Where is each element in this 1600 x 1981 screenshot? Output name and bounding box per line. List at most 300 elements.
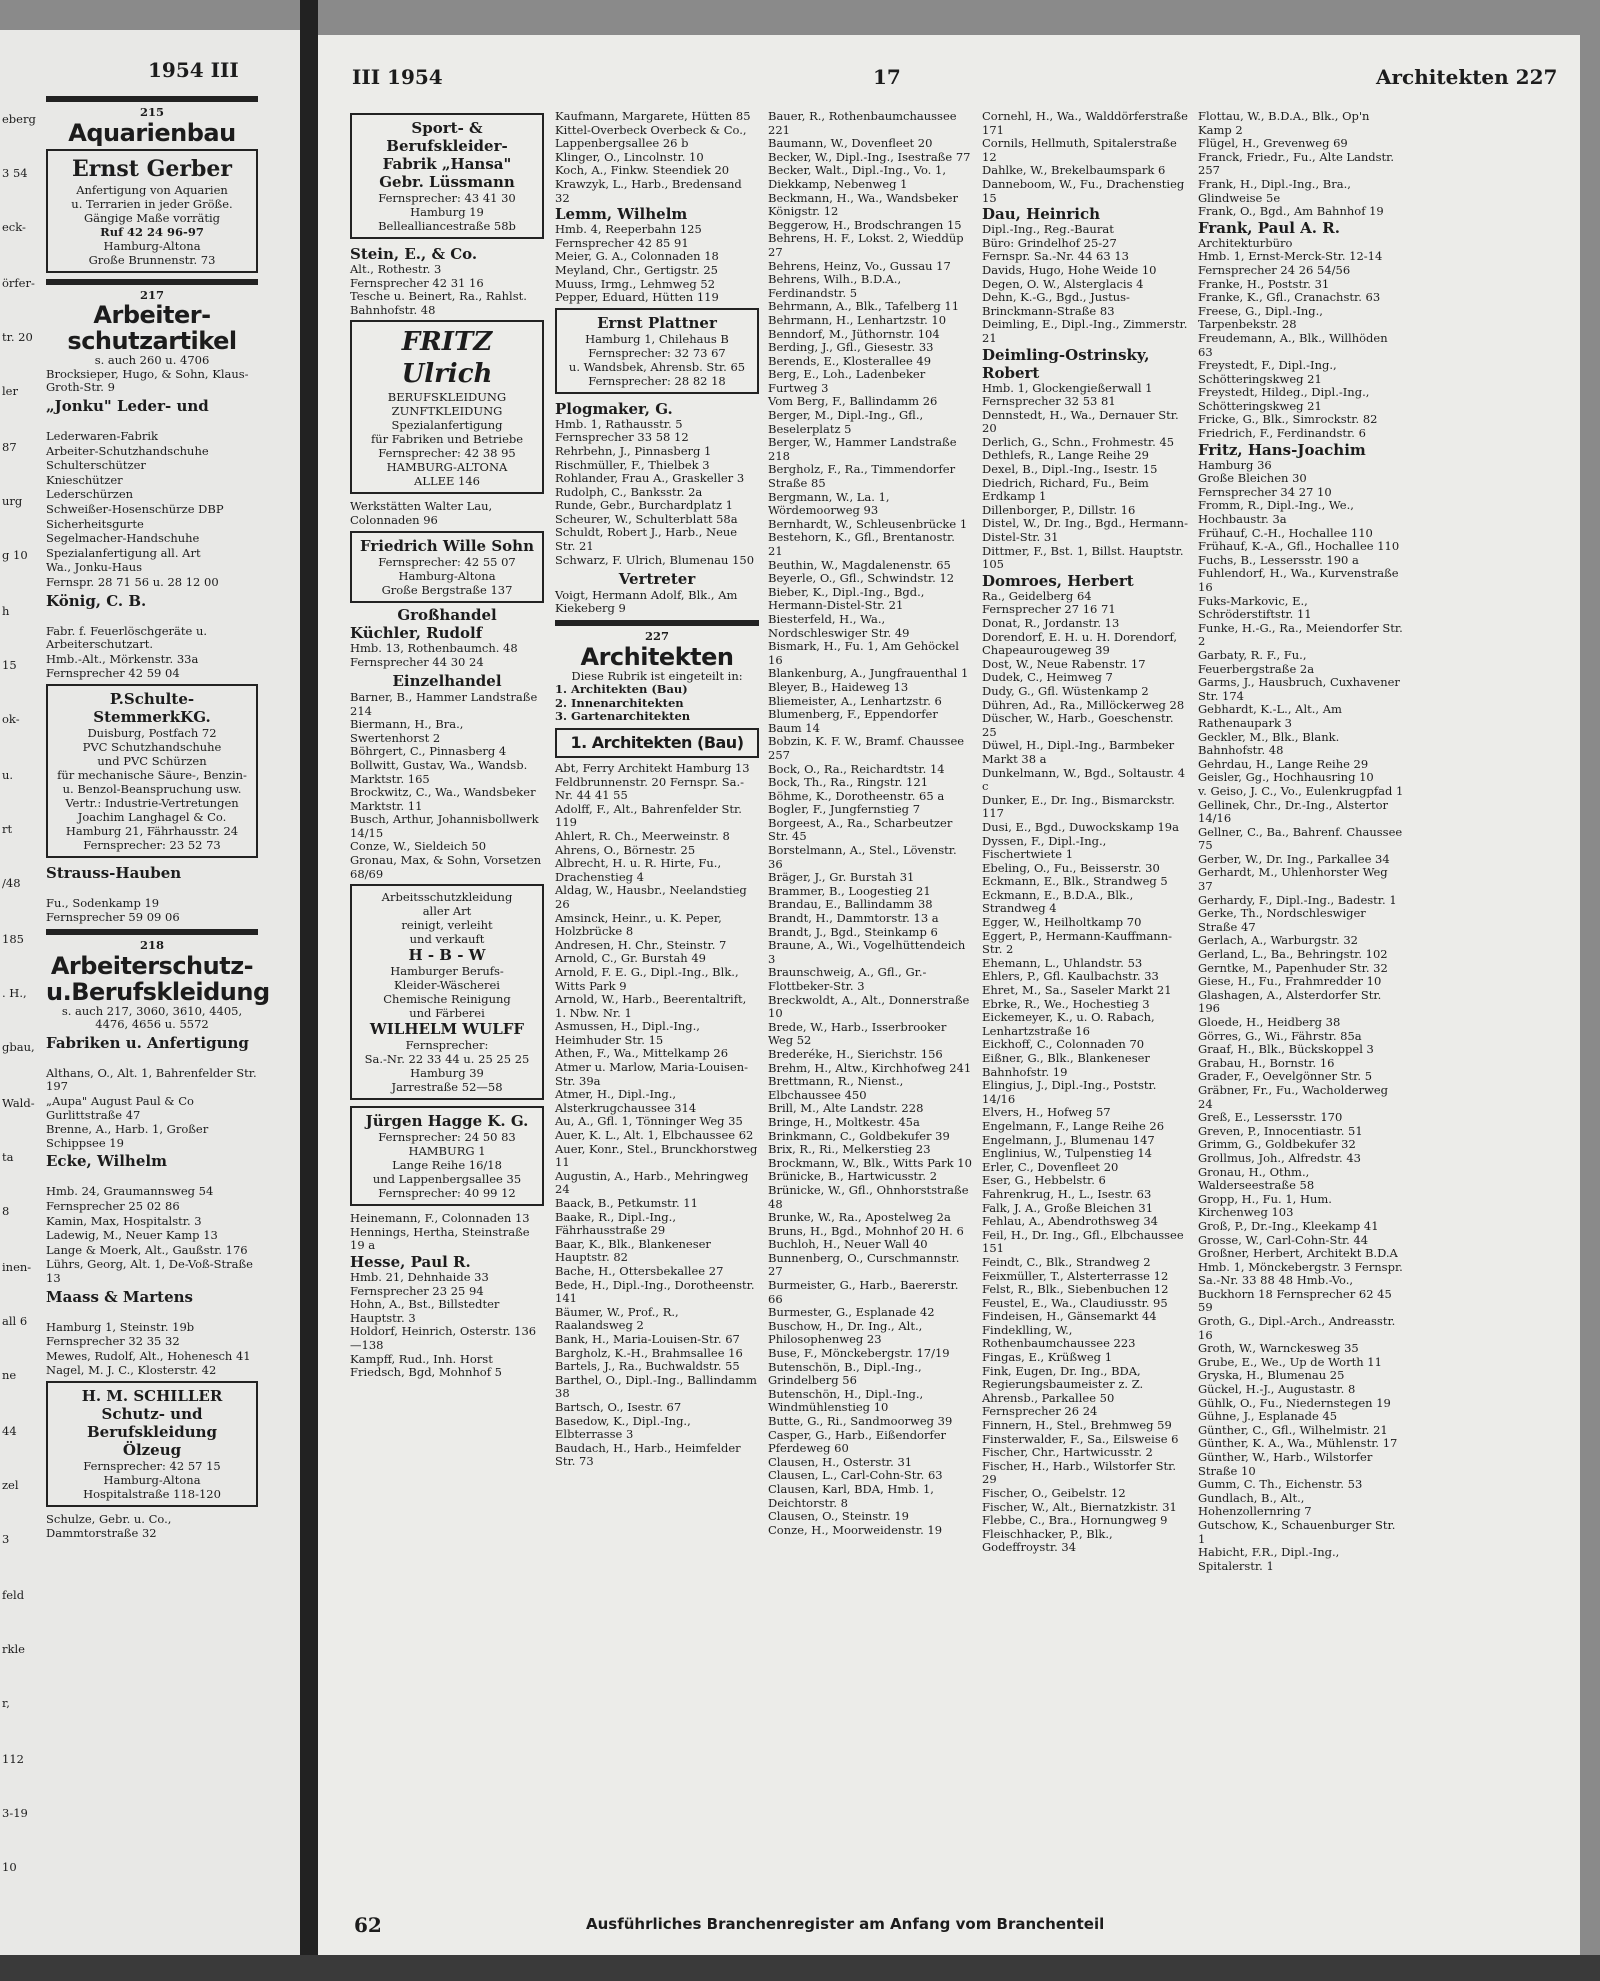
margin-fragment: h bbox=[2, 604, 10, 618]
entry: Eckmann, E., B.D.A., Blk., Strandweg 4 bbox=[982, 887, 1134, 916]
entry: Dost, W., Neue Rabenstr. 17 bbox=[982, 656, 1146, 671]
entry: Behrmann, A., Blk., Tafelberg 11 bbox=[768, 299, 960, 314]
entry: Baar, K., Blk., Blankeneser Hauptstr. 82 bbox=[555, 1236, 711, 1265]
margin-fragment: inen- bbox=[2, 1260, 32, 1274]
fritz-entry: Fernsprecher 34 27 10 bbox=[1198, 484, 1332, 499]
entry: Althans, O., Alt. 1, Bahrenfelder Str. 197 bbox=[46, 1065, 257, 1094]
entry: Fahrenkrug, H., L., Isestr. 63 bbox=[982, 1186, 1152, 1201]
entry: Casper, G., Harb., Eißendorfer Pferdeweg 60 bbox=[768, 1427, 947, 1456]
entry: Kampff, Rud., Inh. Horst Friedsch, Bgd, Mohnhof 5 bbox=[350, 1351, 502, 1380]
entry: Butenschön, H., Dipl.-Ing., Windmühlenstieg 10 bbox=[768, 1386, 924, 1415]
entry: Gerhardy, F., Dipl.-Ing., Badestr. 1 bbox=[1198, 892, 1397, 907]
entry: Lührs, Georg, Alt. 1, De-Voß-Straße 13 bbox=[46, 1257, 253, 1285]
ulrich-ad-line: FRITZ Ulrich bbox=[401, 327, 493, 390]
maass-entry: Fernsprecher 32 35 32 bbox=[46, 1334, 180, 1349]
entry: Bliemeister, A., Lenhartzstr. 6 bbox=[768, 693, 942, 708]
entry: Bartels, J., Ra., Buchwaldstr. 55 bbox=[555, 1359, 740, 1374]
entry: Benndorf, M., Jüthornstr. 104 bbox=[768, 326, 940, 341]
schulte-ad bbox=[46, 684, 258, 858]
koenig-entry: Hmb.-Alt., Mörkenstr. 33a bbox=[46, 651, 199, 666]
hbw-ad-line: Sa.-Nr. 22 33 44 u. 25 25 25 bbox=[364, 1052, 530, 1067]
entry: Arnold, W., Harb., Beerentaltrift, 1. Nbw. Nr. 1 bbox=[555, 992, 747, 1020]
margin-fragment: 44 bbox=[2, 1424, 17, 1438]
entry: Fuchs, B., Lessersstr. 190 a bbox=[1198, 552, 1359, 567]
hbw-ad-line: Arbeitsschutzkleidung bbox=[381, 890, 513, 905]
wille-ad-line: Große Bergstraße 137 bbox=[381, 582, 513, 597]
subsection-title: Fabriken u. Anfertigung bbox=[46, 1033, 249, 1052]
entry: Dudek, C., Heimweg 7 bbox=[982, 670, 1113, 685]
hbw-ad-line: und verkauft bbox=[409, 932, 485, 947]
entry: Brünicke, W., Gfl., Ohnhorststraße 48 bbox=[768, 1182, 969, 1211]
strauss-entry: Strauss-Hauben bbox=[46, 863, 182, 882]
entry: Albrecht, H. u. R. Hirte, Fu., Drachenstieg 4 bbox=[555, 856, 722, 884]
entry: Brockmann, W., Blk., Witts Park 10 bbox=[768, 1155, 972, 1170]
entry: Kaufmann, Margarete, Hütten 85 bbox=[555, 109, 751, 123]
entry: Brinkmann, C., Goldbekufer 39 bbox=[768, 1128, 950, 1143]
entry: Schwarz, F. Ulrich, Blumenau 150 bbox=[555, 552, 755, 567]
hagge-ad bbox=[350, 1106, 544, 1206]
entry: Ahlert, R. Ch., Meerweinstr. 8 bbox=[555, 828, 730, 843]
entry: Berding, J., Gfl., Giesestr. 33 bbox=[768, 340, 934, 355]
column-5 bbox=[1198, 110, 1404, 1573]
entry: Gropp, H., Fu. 1, Hum. Kirchenweg 103 bbox=[1198, 1191, 1332, 1220]
plattner-ad-line: Fernsprecher: 32 73 67 bbox=[588, 345, 726, 360]
jonku-entry: Schultersсhützer bbox=[46, 458, 146, 473]
entry: Bleyer, B., Haideweg 13 bbox=[768, 679, 909, 694]
header-center: 17 bbox=[873, 65, 901, 89]
entry: Biesterfeld, H., Wa., Nordschleswiger Str. 49 bbox=[768, 611, 910, 640]
schulte-ad-line: Vertr.: Industrie-Vertretungen bbox=[65, 795, 239, 810]
entry: Flebbe, C., Bra., Hornungweg 9 bbox=[982, 1513, 1168, 1528]
margin-fragment: 3-19 bbox=[2, 1806, 28, 1820]
margin-fragment: rt bbox=[2, 822, 13, 836]
schulte-ad-line: und PVC Schürzen bbox=[97, 753, 207, 768]
ecke-entry: Ecke, Wilhelm bbox=[46, 1152, 167, 1171]
plogmaker-entry: Fernsprecher 33 58 12 bbox=[555, 430, 689, 445]
margin-fragment: ta bbox=[2, 1150, 14, 1164]
dau-entry: Büro: Grindelhof 25-27 bbox=[982, 235, 1117, 250]
entry: Feindt, C., Blk., Strandweg 2 bbox=[982, 1254, 1151, 1269]
entry: Dyssen, F., Dipl.-Ing., Fischertwiete 1 bbox=[982, 833, 1107, 862]
entry: Baake, R., Dipl.-Ing., Fährhausstraße 29 bbox=[555, 1209, 676, 1238]
entry: Freese, G., Dipl.-Ing., Tarpenbekstr. 28 bbox=[1198, 303, 1323, 332]
schulte-ad-line: für mechanische Säure-, Benzin- bbox=[57, 767, 247, 782]
entry: Lange & Moerk, Alt., Gaußstr. 176 bbox=[46, 1242, 248, 1257]
schulte-ad-line: Duisburg, Postfach 72 bbox=[87, 725, 217, 740]
section-number: 215 bbox=[139, 105, 164, 119]
entry: Gerland, L., Ba., Behringstr. 102 bbox=[1198, 947, 1388, 962]
entry: Frühauf, K.-A., Gfl., Hochallee 110 bbox=[1198, 539, 1400, 554]
hansa-ad-line: Belleallianсеstraße 58b bbox=[378, 219, 516, 233]
margin-fragments bbox=[2, 112, 42, 1916]
jonku-entry: Sicherheitsgurte bbox=[46, 516, 144, 531]
entry: Bruns, H., Bgd., Mohnhof 20 H. 6 bbox=[768, 1223, 964, 1238]
entry: Baack, B., Petkumstr. 11 bbox=[555, 1196, 698, 1210]
left-page-header: 1954 III bbox=[148, 58, 239, 82]
margin-fragment: all 6 bbox=[2, 1314, 28, 1328]
entry: Baudach, H., Harb., Heimfelder Str. 73 bbox=[555, 1440, 741, 1469]
entry: Engelmann, F., Lange Reihe 26 bbox=[982, 1118, 1165, 1133]
entry: Au, A., Gfl. 1, Tönninger Weg 35 bbox=[555, 1114, 743, 1129]
hansa-ad-line: Sport- & Berufskleider- bbox=[386, 119, 508, 155]
plattner-ad-line: Hamburg 1, Chilehaus B bbox=[585, 331, 729, 346]
entry: Bartsch, O., Isestr. 67 bbox=[555, 1399, 682, 1414]
wille-ad-line: Fernsprecher: 42 55 07 bbox=[378, 554, 516, 569]
entry: Friedrich, F., Ferdinandstr. 6 bbox=[1198, 426, 1366, 441]
fritz-entry: Hamburg 36 bbox=[1198, 457, 1272, 472]
entry: Distel, W., Dr. Ing., Bgd., Hermann-Distel-Str. 31 bbox=[982, 516, 1188, 545]
dau-entry: Dau, Heinrich bbox=[982, 205, 1101, 224]
margin-fragment: . H., bbox=[2, 986, 27, 1000]
entry: Brunke, W., Ra., Apostelweg 2a bbox=[768, 1210, 951, 1225]
entry: Frank, H., Dipl.-Ing., Bra., Glindweise 5e bbox=[1198, 176, 1351, 205]
entry: Bock, O., Ra., Reichardtstr. 14 bbox=[768, 761, 945, 776]
entry: Heinemann, F., Colonnaden 13 bbox=[350, 1211, 530, 1226]
margin-fragment: 10 bbox=[2, 1860, 17, 1874]
entry: Bräger, J., Gr. Burstah 31 bbox=[768, 870, 915, 885]
schulte-ad-line: Fernsprecher: 23 52 73 bbox=[83, 837, 221, 852]
entry: Bringe, H., Moltkestr. 45a bbox=[768, 1114, 920, 1129]
entry: Gryska, H., Blumenau 25 bbox=[1198, 1368, 1345, 1383]
entry: Gerhardt, M., Uhlenhorster Weg 37 bbox=[1198, 865, 1388, 894]
entry: Bache, H., Ottersbekallee 27 bbox=[555, 1263, 724, 1278]
entry: Busch, Arthur, Johannisbollwerk 14/15 bbox=[350, 812, 539, 840]
entry: Bunnenberg, O., Curschmannstr. 27 bbox=[768, 1250, 960, 1279]
entry: Dexel, B., Dipl.-Ing., Isestr. 15 bbox=[982, 462, 1158, 477]
entry: Gronau, Max, & Sohn, Vorsetzen 68/69 bbox=[350, 853, 542, 881]
section-number: 218 bbox=[139, 938, 164, 953]
section-rule bbox=[46, 96, 258, 102]
entry: Werkstätten Walter Lau, Colonnaden 96 bbox=[350, 499, 493, 527]
hansa-ad-line: Fernsprecher: 43 41 30 bbox=[378, 191, 516, 205]
margin-fragment: örfer- bbox=[2, 276, 35, 290]
column-2 bbox=[555, 110, 759, 1469]
entry: Eickhoff, C., Colonnaden 70 bbox=[982, 1037, 1145, 1052]
entry: Geisler, Gg., Hochhausring 10 bbox=[1198, 770, 1374, 785]
entry: Rischmüller, F., Thielbek 3 bbox=[555, 457, 710, 472]
hansa-ad-line: Fabrik „Hansa" bbox=[382, 155, 512, 173]
entry: Kamin, Max, Hospitalstr. 3 bbox=[46, 1213, 202, 1228]
entry: Brandt, H., Dammtorstr. 13 a bbox=[768, 911, 939, 926]
header-left: III 1954 bbox=[352, 65, 443, 89]
entry: Düwel, H., Dipl.-Ing., Barmbeker Markt 38 a bbox=[982, 738, 1175, 766]
right-page bbox=[318, 35, 1580, 1955]
entry: Bäumer, W., Prof., R., Raalandsweg 2 bbox=[555, 1304, 679, 1333]
entry: Burmeister, G., Harb., Baererstr. 66 bbox=[768, 1278, 959, 1306]
entry: Feil, H., Dr. Ing., Gfl., Elbchaussee 151 bbox=[982, 1227, 1184, 1256]
column-4 bbox=[982, 110, 1188, 1555]
entry: Behrens, Heinz, Vo., Gussau 17 bbox=[768, 258, 951, 273]
entry: Barthel, O., Dipl.-Ing., Ballindamm 38 bbox=[555, 1372, 757, 1401]
entry: Barner, B., Hammer Landstraße 214 bbox=[350, 689, 538, 718]
section-rule bbox=[555, 620, 759, 626]
entry: Felst, R., Blk., Siebenbuchen 12 bbox=[982, 1282, 1169, 1297]
jonku-entry: Lederwaren-Fabrik bbox=[46, 428, 158, 443]
gerber-ad-line: Ruf 42 24 96-97 bbox=[100, 224, 204, 239]
entry: Großner, Herbert, Architekt B.D.A Hmb. 1, Mönckebergstr. 3 Fernspr. Sa.-Nr. 33 88 48 Hmb.-Vo., Buckhorn 18 Fernsprecher 62 45 59 bbox=[1198, 1246, 1403, 1315]
hbw-ad-line: H - B - W bbox=[408, 946, 486, 965]
entry: Gückel, H.-J., Augustastr. 8 bbox=[1198, 1382, 1356, 1397]
hagge-ad-line: Fernsprecher: 40 99 12 bbox=[378, 1186, 516, 1201]
entry: Blankenburg, A., Jungfrauenthal 1 bbox=[768, 666, 969, 681]
ulrich-ad-line: ZUNFTKLEIDUNG bbox=[391, 404, 503, 419]
ulrich-ad-line: HAMBURG-ALTONA bbox=[386, 460, 508, 475]
entry: Brammer, B., Loogestieg 21 bbox=[768, 883, 931, 898]
entry: Bede, H., Dipl.-Ing., Dorotheenstr. 141 bbox=[555, 1277, 755, 1306]
entry: Arnold, F. E. G., Dipl.-Ing., Blk., Witts Park 9 bbox=[555, 964, 739, 993]
schiller-ad-line: Schutz- und bbox=[101, 1404, 203, 1423]
entry: Franck, Friedr., Fu., Alte Landstr. 257 bbox=[1198, 149, 1395, 178]
entry: Schuldt, Robert J., Harb., Neue Str. 21 bbox=[555, 525, 738, 554]
schiller-ad-line: Fernsprecher: 42 57 15 bbox=[83, 1458, 221, 1473]
entry: Dahlke, W., Brekelbaumspark 6 bbox=[982, 163, 1166, 178]
kuechler-entry: Hmb. 13, Rothenbaumch. 48 bbox=[350, 641, 518, 656]
entry: Geckler, M., Blk., Blank. Bahnhofstr. 48 bbox=[1198, 729, 1340, 758]
entry: Groß, P., Dr.-Ing., Kleekamp 41 bbox=[1198, 1218, 1379, 1233]
stein-entry: Stein, E., & Co. bbox=[350, 245, 478, 263]
jonku-entry: Segelmacher-Handschuhe bbox=[46, 531, 200, 546]
schulte-ad-line: PVC Schutzhandschuhe bbox=[82, 739, 222, 754]
ecke-entry: Fernsprecher 25 02 86 bbox=[46, 1199, 180, 1213]
entry: Dethlefs, R., Lange Reihe 29 bbox=[982, 448, 1149, 463]
entry: Borstelmann, A., Stel., Lövenstr. 36 bbox=[768, 843, 957, 871]
margin-fragment: u. bbox=[2, 768, 14, 782]
margin-fragment: eck- bbox=[2, 220, 26, 234]
entry: Asmussen, H., Dipl.-Ing., Heimhuder Str. 15 bbox=[555, 1019, 700, 1047]
entry: Rehrbehn, J., Pinnasberg 1 bbox=[555, 443, 712, 458]
frank-entry: Frank, Paul A. R. bbox=[1198, 218, 1340, 237]
entry: Berends, E., Klosterallee 49 bbox=[768, 353, 932, 368]
entry: Grabau, H., Bornstr. 16 bbox=[1198, 1055, 1335, 1070]
entry: Freystedt, Hildeg., Dipl.-Ing., Schötteringskweg 21 bbox=[1198, 385, 1370, 413]
entry: Gutschow, K., Schauenburger Str. 1 bbox=[1198, 1517, 1396, 1546]
section-title: Architekten bbox=[580, 642, 734, 671]
entry: Beuthin, W., Magdalenenstr. 65 bbox=[768, 557, 951, 572]
hagge-ad-line: Lange Reihe 16/18 bbox=[392, 1158, 502, 1173]
entry: Eggert, P., Hermann-Kauffmann-Str. 2 bbox=[982, 928, 1173, 957]
stein-entry: Tesche u. Beinert, Ra., Rahlst. Bahnhofstr. 48 bbox=[350, 289, 527, 317]
entry: Gerntke, M., Papenhuder Str. 32 bbox=[1198, 960, 1388, 975]
entry: Rohlander, Frau A., Graskeller 3 bbox=[555, 471, 745, 486]
fritz-entry: Große Bleichen 30 bbox=[1198, 471, 1307, 486]
entry: Bestehorn, K., Gfl., Brentanostr. 21 bbox=[768, 530, 955, 558]
schiller-ad-line: Berufskleidung bbox=[86, 1422, 218, 1441]
gerber-ad-line: Gängige Maße vorrätig bbox=[83, 210, 221, 225]
jonku-entry: Lederschürzen bbox=[46, 487, 134, 502]
entry: Düscher, W., Harb., Goeschenstr. 25 bbox=[982, 711, 1174, 739]
margin-fragment: 185 bbox=[2, 932, 24, 946]
entry: Brede, W., Harb., Isserbrooker Weg 52 bbox=[768, 1019, 947, 1048]
margin-fragment: Wald- bbox=[2, 1096, 35, 1110]
entry: Feixmüller, T., Alsterterrasse 12 bbox=[982, 1268, 1169, 1283]
entry: Brehm, H., Altw., Kirchhofweg 241 bbox=[768, 1060, 972, 1075]
margin-fragment: 8 bbox=[2, 1204, 10, 1218]
entry: Braunschweig, A., Gfl., Gr.-Flottbeker-Str. 3 bbox=[768, 965, 927, 993]
jonku-entry: Spezialanfertigung all. Art bbox=[46, 545, 201, 560]
entry: Kittel-Overbeck Overbeck & Co., Lappenbergsallee 26 b bbox=[555, 122, 747, 151]
margin-fragment: tr. 20 bbox=[2, 330, 33, 344]
entry: Bobzin, K. F. W., Bramf. Chaussee 257 bbox=[768, 734, 965, 762]
plogmaker-entry: Hmb. 1, Rathausstr. 5 bbox=[555, 416, 683, 431]
frank-entry: Fernsprecher 24 26 54/56 bbox=[1198, 262, 1351, 277]
ulrich-ad-line: BERUFSKLEIDUNG bbox=[387, 390, 507, 405]
ulrich-ad bbox=[350, 320, 544, 494]
entry: Grader, F., Oevelgönner Str. 5 bbox=[1198, 1069, 1373, 1084]
entry: Blumenberg, F., Eppendorfer Baum 14 bbox=[768, 707, 938, 735]
deimling-entry: Hmb. 1, Glockengießerwall 1 bbox=[982, 380, 1153, 395]
entry: v. Geiso, J. C., Vo., Eulenkrugpfad 1 bbox=[1198, 783, 1404, 798]
entry: Garms, J., Hausbruch, Cuxhavener Str. 174 bbox=[1198, 675, 1400, 703]
schiller-ad-line: H. M. SCHILLER bbox=[81, 1386, 223, 1405]
entry: Brederéke, H., Sierichstr. 156 bbox=[768, 1046, 943, 1061]
entry: Behrens, Wilh., B.D.A., Ferdinandstr. 5 bbox=[768, 272, 902, 300]
bottom-band bbox=[0, 1955, 1600, 1981]
gerber-ad-line: Ernst Gerber bbox=[72, 155, 232, 182]
ulrich-ad-line: Fernsprecher: 42 38 95 bbox=[378, 446, 516, 461]
gerber-ad-line: Hamburg-Altona bbox=[103, 238, 201, 253]
entry: Frühauf, C.-H., Hochallee 110 bbox=[1198, 525, 1373, 540]
jonku-entry: Schweißer-Hosenschürze DBP bbox=[46, 501, 224, 516]
entry: Günther, W., Harb., Wilstorfer Straße 10 bbox=[1198, 1450, 1373, 1478]
entry: Fischer, Chr., Hartwicusstr. 2 bbox=[982, 1445, 1153, 1460]
entry: Brocksieper, Hugo, & Sohn, Klaus-Groth-Str. 9 bbox=[46, 366, 249, 395]
entry: Deimling, E., Dipl.-Ing., Zimmerstr. 21 bbox=[982, 317, 1188, 345]
schulte-ad-line: u. Benzol-Beanspruchung usw. bbox=[62, 781, 242, 796]
entry: Augustin, A., Harb., Mehringweg 24 bbox=[555, 1168, 749, 1197]
gerber-ad-line: Anfertigung von Aquarien bbox=[76, 182, 228, 197]
entry: Brünicke, B., Hartwicusstr. 2 bbox=[768, 1169, 938, 1184]
entry: Finnern, H., Stel., Brehmweg 59 bbox=[982, 1418, 1172, 1433]
wille-ad bbox=[350, 531, 544, 603]
entry: Gerlach, A., Warburgstr. 32 bbox=[1198, 933, 1358, 948]
margin-fragment: r, bbox=[2, 1696, 10, 1710]
hesse-entry: Hesse, Paul R. bbox=[350, 1253, 471, 1272]
section-title: Aquarienbau bbox=[68, 118, 236, 147]
hesse-entry: Hmb. 21, Dehnhaide 33 bbox=[350, 1270, 489, 1285]
koenig-entry: Fabr. f. Feuerlöschgeräte u. Arbeiterschutzart. bbox=[46, 623, 207, 652]
entry: Hennings, Hertha, Steinstraße 19 a bbox=[350, 1224, 530, 1253]
hbw-ad-line: und Färberei bbox=[409, 1006, 485, 1021]
entry: Conze, H., Moorweidenstr. 19 bbox=[768, 1522, 943, 1537]
entry: Bargholz, K.-H., Brahmsallee 16 bbox=[555, 1345, 743, 1360]
entry: Biermann, H., Bra., Swertenhorst 2 bbox=[350, 717, 464, 745]
entry: Butenschön, B., Dipl.-Ing., Grindelberg 56 bbox=[768, 1359, 922, 1388]
ecke-entry: Hmb. 24, Graumannsweg 54 bbox=[46, 1184, 214, 1199]
entry: Baumann, W., Dovenfleet 20 bbox=[768, 136, 933, 151]
entry: Bieber, K., Dipl.-Ing., Bgd., Hermann-Distel-Str. 21 bbox=[768, 584, 925, 613]
entry: Degen, O. W., Alsterglacis 4 bbox=[982, 276, 1144, 291]
entry: Ahrens, O., Börnestr. 25 bbox=[555, 842, 696, 857]
domroes-entry: Fernsprecher 27 16 71 bbox=[982, 602, 1116, 617]
rubrik-line: 2. Innenarchitekten bbox=[555, 695, 684, 710]
dau-entry: Fernspr. Sa.-Nr. 44 63 13 bbox=[982, 249, 1129, 264]
entry: Behrmann, H., Lenhartzstr. 10 bbox=[768, 312, 947, 327]
lemm-entry: Hmb. 4, Reeperbahn 125 bbox=[555, 222, 702, 237]
entry: Englinius, W., Tulpenstieg 14 bbox=[982, 1146, 1152, 1161]
section-rule bbox=[46, 279, 258, 285]
entry: Conze, W., Sieldeich 50 bbox=[350, 839, 487, 854]
schiller-ad bbox=[46, 1381, 258, 1507]
entry: Fink, Eugen, Dr. Ing., BDA, Regierungsbaumeister z. Z. Ahrensb., Parkallee 50 Fernsprecher 26 24 bbox=[982, 1363, 1144, 1419]
entry: Garbaty, R. F., Fu., Feuerbergstraße 2a bbox=[1198, 647, 1315, 676]
entry: Freudemann, A., Blk., Willhöden 63 bbox=[1198, 330, 1388, 359]
entry: Fleischhacker, P., Blk., Godeffroystr. 34 bbox=[982, 1526, 1113, 1555]
entry: Grube, E., We., Up de Worth 11 bbox=[1198, 1354, 1382, 1369]
plattner-ad-line: Fernsprecher: 28 82 18 bbox=[588, 373, 726, 388]
entry: Diedrich, Richard, Fu., Beim Erdkamp 1 bbox=[982, 475, 1149, 504]
plogmaker-entry: Plogmaker, G. bbox=[555, 399, 673, 418]
margin-fragment: eberg bbox=[2, 112, 36, 126]
entries-218 bbox=[46, 1034, 258, 1540]
hbw-ad-line: Hamburger Berufs- bbox=[390, 964, 504, 979]
entry: „Aupa" August Paul & Co Gurlittstraße 47 bbox=[46, 1094, 194, 1122]
domroes-entry: Domroes, Herbert bbox=[982, 571, 1134, 590]
entry: Borgeest, A., Ra., Scharbeutzer Str. 45 bbox=[768, 815, 953, 844]
column-3 bbox=[768, 110, 972, 1537]
wille-ad-line: Friedrich Wille Sohn bbox=[360, 536, 534, 555]
entry: Gundlach, B., Alt., Hohenzollernring 7 bbox=[1198, 1490, 1312, 1519]
entry: Groth, W., Warnckesweg 35 bbox=[1198, 1341, 1359, 1356]
entry: Athen, F., Wa., Mittelkamp 26 bbox=[555, 1046, 729, 1061]
entry: Buse, F., Mönckebergstr. 17/19 bbox=[768, 1346, 950, 1361]
entry: Butte, G., Ri., Sandmoorweg 39 bbox=[768, 1414, 953, 1428]
entry: Ebrke, R., We., Hochestieg 3 bbox=[982, 996, 1150, 1011]
frank-entry: Architekturbüro bbox=[1198, 235, 1293, 250]
entry: Falk, J. A., Große Bleichen 31 bbox=[982, 1200, 1154, 1215]
entry: Dühren, Ad., Ra., Millöckerweg 28 bbox=[982, 697, 1185, 712]
kuechler-entry: Küchler, Rudolf bbox=[350, 624, 483, 643]
entry: Voigt, Hermann Adolf, Blk., Am Kiekeberg 9 bbox=[555, 587, 738, 616]
entry: Engelmann, J., Blumenau 147 bbox=[982, 1132, 1155, 1147]
entry: Braune, A., Wi., Vogelhüttendeich 3 bbox=[768, 938, 966, 966]
entry: Becker, Walt., Dipl.-Ing., Vo. 1, Diekkamp, Nebenweg 1 bbox=[768, 163, 946, 191]
schulte-ad-line: Joachim Langhagel & Co. bbox=[77, 809, 227, 824]
entry: Rudolph, C., Banksstr. 2a bbox=[555, 484, 703, 499]
hansa-ad-line: Hamburg 19 bbox=[410, 205, 484, 219]
entry: Beyerle, O., Gfl., Schwindstr. 12 bbox=[768, 571, 955, 586]
entry: Basedow, K., Dipl.-Ing., Elbterrasse 3 bbox=[555, 1413, 691, 1442]
entry: Auer, Konr., Stel., Brunckhorstweg 11 bbox=[555, 1141, 758, 1170]
entry: Clausen, H., Osterstr. 31 bbox=[768, 1454, 913, 1469]
hbw-ad-line: Fernsprecher: bbox=[405, 1038, 489, 1053]
entry: Franke, K., Gfl., Cranachstr. 63 bbox=[1198, 290, 1381, 305]
entry: Findeklling, W., Rothenbaumchaussee 223 bbox=[982, 1322, 1136, 1351]
strauss-entry: Fu., Sodenkamp 19 bbox=[46, 895, 160, 910]
entry: Derlich, G., Schn., Frohmestr. 45 bbox=[982, 434, 1175, 449]
wille-ad-line: Hamburg-Altona bbox=[398, 568, 496, 583]
schulte-ad-line: P.Schulte-StemmerkKG. bbox=[93, 689, 211, 726]
plattner-ad-line: u. Wandsbek, Ahrensb. Str. 65 bbox=[568, 359, 746, 374]
entry: Danneboom, W., Fu., Drachenstieg 15 bbox=[982, 176, 1185, 205]
entry: Ehlers, P., Gfl. Kaulbachstr. 33 bbox=[982, 969, 1159, 984]
entry: Dehn, K.-G., Bgd., Justus-Brinckmann-Straße 83 bbox=[982, 290, 1130, 318]
entry: Amsinck, Heinr., u. K. Peper, Holzbrücke 8 bbox=[555, 910, 722, 939]
entry: Grollmus, Joh., Alfredstr. 43 bbox=[1198, 1150, 1361, 1165]
entry: Runde, Gebr., Burchardplatz 1 bbox=[555, 498, 733, 513]
subsection-title: Großhandel bbox=[397, 605, 497, 624]
gerber-ad-line: Große Brunnenstr. 73 bbox=[88, 252, 216, 267]
entry: Donat, R., Jordanstr. 13 bbox=[982, 616, 1120, 630]
margin-fragment: urg bbox=[2, 494, 23, 508]
entry: Eser, G., Hebbelstr. 6 bbox=[982, 1173, 1106, 1188]
maass-entry: Maass & Martens bbox=[46, 1287, 193, 1306]
entry: Ehemann, L., Uhlandstr. 53 bbox=[982, 955, 1143, 970]
schulte-ad-line: Hamburg 21, Fährhausstr. 24 bbox=[65, 823, 239, 838]
domroes-entry: Ra., Geidelberg 64 bbox=[982, 588, 1092, 603]
koenig-entry: Fernsprecher 42 59 04 bbox=[46, 666, 180, 681]
entry: Egger, W., Heilholtkamp 70 bbox=[982, 915, 1142, 930]
hesse-entry: Fernsprecher 23 25 94 bbox=[350, 1283, 484, 1298]
